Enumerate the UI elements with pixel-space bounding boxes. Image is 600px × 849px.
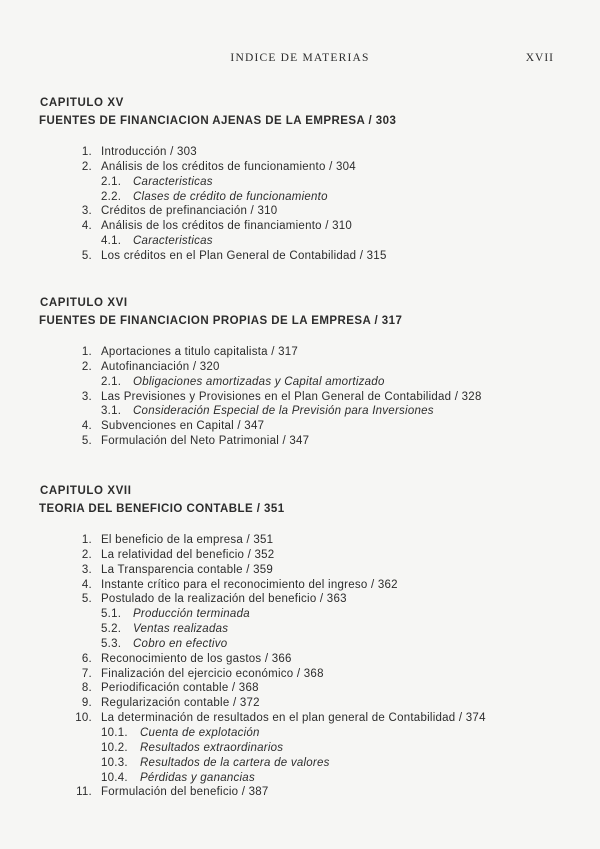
entry-number: 3.1.	[101, 405, 122, 418]
entry-number: 2.	[81, 548, 92, 561]
toc-entry	[39, 534, 579, 549]
entry-text: Resultados extraordinarios	[140, 741, 284, 754]
entry-list	[39, 534, 579, 801]
entry-text: La determinación de resultados en el plan general de Contabilidad / 374	[101, 712, 486, 725]
entry-text: Regularización contable / 372	[101, 697, 260, 710]
toc-entry	[39, 361, 579, 376]
entry-text: Introducción / 303	[101, 146, 197, 158]
chapter-label: CAPITULO XVI	[40, 297, 128, 309]
entry-text: Caracteristicas	[133, 235, 213, 248]
toc-subentry	[39, 376, 579, 391]
entry-text: Clases de crédito de funcionamiento	[133, 190, 328, 203]
toc-entry	[39, 653, 579, 668]
entry-number: 8.	[81, 682, 92, 695]
entry-number: 10.1.	[101, 726, 128, 739]
toc-entry	[39, 220, 579, 235]
toc-subentry	[39, 235, 579, 250]
running-header	[0, 52, 600, 68]
toc-subentry	[39, 638, 579, 653]
entry-text: Postulado de la realización del beneficio / 363	[101, 593, 347, 606]
toc-subentry	[39, 757, 579, 772]
entry-number: 6.	[81, 652, 92, 665]
entry-number: 2.2.	[101, 190, 122, 203]
entry-text: La relatividad del beneficio / 352	[101, 548, 275, 561]
entry-number: 5.	[81, 593, 92, 606]
entry-number: 11.	[76, 786, 92, 799]
entry-text: Instante crítico para el reconocimiento del ingreso / 362	[101, 578, 398, 591]
entry-number: 4.	[81, 220, 92, 233]
entry-text: Subvenciones en Capital / 347	[101, 420, 265, 433]
entry-text: Producción terminada	[133, 608, 250, 621]
entry-text: Caracteristicas	[133, 175, 213, 188]
toc-entry	[39, 682, 579, 697]
toc-subentry	[39, 405, 579, 420]
toc-subentry	[39, 608, 579, 623]
entry-text: Periodificación contable / 368	[101, 682, 259, 695]
entry-number: 5.1.	[101, 608, 122, 621]
toc-entry	[39, 712, 579, 727]
entry-number: 7.	[81, 667, 92, 680]
entry-number: 5.2.	[101, 623, 122, 636]
toc-entry	[39, 420, 579, 435]
toc-subentry	[39, 191, 579, 206]
entry-number: 5.	[81, 249, 92, 262]
entry-number: 5.	[81, 435, 92, 448]
chapter-label: CAPITULO XVII	[40, 485, 132, 497]
entry-text: El beneficio de la empresa / 351	[101, 534, 274, 546]
entry-text: Formulación del Neto Patrimonial / 347	[101, 435, 310, 448]
toc-entry	[39, 593, 579, 608]
toc-entry	[39, 146, 579, 161]
entry-number: 1.	[81, 146, 92, 158]
entry-text: Autofinanciación / 320	[101, 360, 220, 373]
toc-entry	[39, 697, 579, 712]
toc-entry	[39, 205, 579, 220]
entry-text: Consideración Especial de la Previsión para Inversiones	[133, 405, 434, 418]
toc-entry	[39, 668, 579, 683]
entry-text: Cobro en efectivo	[133, 637, 228, 650]
entry-text: Análisis de los créditos de funcionamiento / 304	[101, 160, 356, 173]
entry-list	[39, 146, 579, 265]
entry-text: Pérdidas y ganancias	[140, 771, 255, 784]
toc-entry	[39, 786, 579, 801]
toc-entry	[39, 549, 579, 564]
entry-text: Cuenta de explotación	[140, 726, 260, 739]
entry-number: 4.	[81, 420, 92, 433]
entry-number: 3.	[81, 563, 92, 576]
toc-entry	[39, 391, 579, 406]
toc-subentry	[39, 772, 579, 787]
toc-entry	[39, 161, 579, 176]
entry-text: Aportaciones a titulo capitalista / 317	[101, 346, 299, 358]
toc-subentry	[39, 623, 579, 638]
toc-subentry	[39, 176, 579, 191]
entry-number: 1.	[81, 346, 92, 358]
entry-number: 5.3.	[101, 637, 122, 650]
entry-number: 10.3.	[101, 756, 128, 769]
toc-entry	[39, 250, 579, 265]
entry-number: 2.	[81, 160, 92, 173]
running-title: INDICE DE MATERIAS	[230, 52, 370, 64]
chapter-title: TEORIA DEL BENEFICIO CONTABLE / 351	[39, 503, 285, 515]
entry-text: Análisis de los créditos de financiamiento / 310	[101, 220, 353, 233]
toc-entry	[39, 346, 579, 361]
toc-subentry	[39, 742, 579, 757]
entry-number: 1.	[81, 534, 92, 546]
toc-subentry	[39, 727, 579, 742]
entry-number: 2.1.	[101, 375, 122, 388]
entry-text: La Transparencia contable / 359	[101, 563, 274, 576]
chapter-section	[39, 485, 579, 801]
chapter-title: FUENTES DE FINANCIACION PROPIAS DE LA EMPRESA / 317	[39, 315, 403, 327]
entry-text: Formulación del beneficio / 387	[101, 786, 269, 799]
entry-number: 10.2.	[101, 741, 128, 754]
entry-number: 3.	[81, 205, 92, 218]
page-number: XVII	[525, 52, 554, 64]
entry-text: Ventas realizadas	[133, 623, 229, 636]
entry-list	[39, 346, 579, 450]
toc-entry	[39, 435, 579, 450]
entry-number: 4.1.	[101, 235, 122, 248]
entry-number: 10.	[75, 712, 92, 725]
entry-text: Reconocimiento de los gastos / 366	[101, 652, 292, 665]
entry-number: 2.1.	[101, 175, 122, 188]
entry-number: 9.	[81, 697, 92, 710]
chapter-label: CAPITULO XV	[40, 97, 124, 109]
entry-text: Obligaciones amortizadas y Capital amortizado	[133, 375, 385, 388]
toc-entry	[39, 564, 579, 579]
entry-number: 10.4.	[101, 771, 128, 784]
entry-number: 4.	[81, 578, 92, 591]
toc-entry	[39, 579, 579, 594]
chapter-title: FUENTES DE FINANCIACION AJENAS DE LA EMPRESA / 303	[39, 115, 397, 127]
chapter-section	[39, 297, 579, 450]
entry-text: Resultados de la cartera de valores	[140, 756, 330, 769]
entry-text: Créditos de prefinanciación / 310	[101, 205, 278, 218]
entry-text: Finalización del ejercicio económico / 368	[101, 667, 324, 680]
entry-text: Las Previsiones y Provisiones en el Plan General de Contabilidad / 328	[101, 390, 482, 403]
chapter-section	[39, 97, 579, 265]
entry-number: 2.	[81, 360, 92, 373]
entry-text: Los créditos en el Plan General de Contabilidad / 315	[101, 249, 387, 262]
entry-number: 3.	[81, 390, 92, 403]
